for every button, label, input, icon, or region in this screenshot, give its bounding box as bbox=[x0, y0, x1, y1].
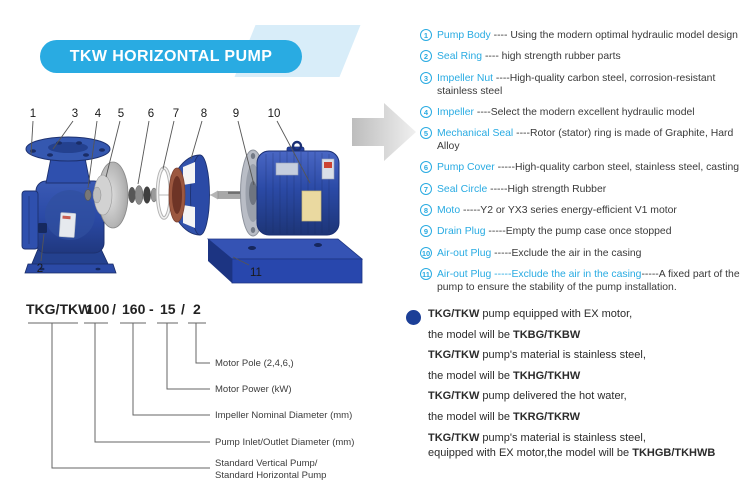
part-description: -----Exclude the air in the casing bbox=[491, 247, 642, 259]
callout-3: 3 bbox=[71, 108, 79, 120]
list-item bbox=[420, 225, 756, 238]
part-description: ---- high strength rubber parts bbox=[482, 51, 621, 63]
part-description: -----A fixed part of the pump to ensure the stability of the pump installation. bbox=[437, 268, 740, 293]
model-segment: - bbox=[149, 301, 154, 317]
callout-10: 10 bbox=[267, 108, 281, 120]
seal-circle-illustration bbox=[158, 168, 171, 218]
pump-cover-illustration bbox=[169, 155, 210, 235]
callout-4: 4 bbox=[94, 108, 102, 120]
breakdown-label: Pump Inlet/Outlet Diameter (mm) bbox=[215, 437, 355, 448]
model-segment: 15 bbox=[160, 301, 176, 317]
part-name: Air-out Plug -----Exclude the air in the casing bbox=[437, 268, 642, 280]
model-segment: 100 bbox=[86, 301, 110, 317]
callout-6: 6 bbox=[147, 108, 155, 120]
list-item bbox=[420, 268, 756, 294]
callout-1: 1 bbox=[29, 108, 37, 120]
callout-11: 11 bbox=[250, 267, 262, 279]
motor-label bbox=[302, 191, 321, 221]
model-segment: 160 bbox=[122, 301, 146, 317]
list-item bbox=[420, 72, 756, 98]
circled-number: 7 bbox=[420, 183, 432, 195]
mechanical-seal-illustration bbox=[128, 186, 157, 205]
part-name: Pump Body bbox=[437, 30, 491, 41]
variant-line: TKG/TKW pump's material is stainless steel, bbox=[428, 431, 646, 444]
circled-number: 5 bbox=[420, 127, 432, 139]
list-item bbox=[420, 29, 756, 42]
callout-9: 9 bbox=[232, 108, 240, 120]
impeller-nut-illustration bbox=[85, 190, 91, 201]
model-segment: 2 bbox=[193, 301, 201, 317]
circled-number: 8 bbox=[420, 204, 432, 216]
circled-number: 10 bbox=[421, 248, 431, 258]
exploded-pump-diagram bbox=[0, 93, 430, 298]
variant-line: TKG/TKW pump delivered the hot water, bbox=[428, 390, 627, 403]
right-arrow-icon bbox=[352, 103, 416, 161]
list-item bbox=[420, 183, 756, 196]
list-item bbox=[420, 50, 756, 63]
part-description: -----High-quality carbon steel, stainless steel, casting bbox=[494, 162, 740, 174]
page-title: TKW HORIZONTAL PUMP bbox=[69, 47, 273, 65]
list-item bbox=[420, 127, 756, 153]
model-segment: TKG/TKW bbox=[26, 301, 92, 317]
drain-plug bbox=[38, 223, 47, 233]
circled-number: 11 bbox=[420, 268, 432, 280]
part-name: Impeller bbox=[437, 106, 474, 118]
breakdown-label: Motor Pole (2,4,6,) bbox=[215, 358, 294, 369]
part-name: Drain Plug bbox=[437, 226, 486, 238]
list-item bbox=[420, 204, 756, 217]
part-name: Moto bbox=[437, 205, 461, 217]
circled-number: 1 bbox=[420, 29, 432, 41]
list-item bbox=[420, 106, 756, 119]
parts-list bbox=[420, 29, 756, 302]
breakdown-label: Motor Power (kW) bbox=[215, 384, 292, 395]
bullet-circle-icon bbox=[406, 310, 421, 325]
breakdown-label: Standard Horizontal Pump bbox=[215, 470, 327, 481]
part-description: ---- Using the modern optimal hydraulic model design bbox=[490, 30, 738, 41]
base-plate-illustration bbox=[208, 239, 362, 283]
part-description: ----High-quality carbon steel, corrosion-resistant stainless steel bbox=[437, 72, 716, 97]
motor-illustration bbox=[210, 142, 339, 236]
part-name: Seal Ring bbox=[437, 51, 483, 63]
circled-number: 4 bbox=[420, 106, 432, 118]
variant-line: the model will be TKHG/TKHW bbox=[428, 369, 581, 382]
model-code-breakdown bbox=[0, 290, 420, 500]
circled-number: 3 bbox=[420, 72, 432, 84]
part-description: -----Empty the pump case once stopped bbox=[485, 226, 672, 238]
callout-5: 5 bbox=[117, 108, 125, 120]
callout-8: 8 bbox=[200, 108, 208, 120]
part-name: Seal Circle bbox=[437, 183, 488, 195]
part-description: -----Y2 or YX3 series energy-efficient V1 motor bbox=[460, 205, 677, 217]
circled-number: 9 bbox=[420, 225, 432, 237]
circled-number: 6 bbox=[420, 161, 432, 173]
variant-line: equipped with EX motor,the model will be TKHGB/TKHWB bbox=[428, 446, 716, 459]
model-segment: / bbox=[112, 301, 116, 317]
part-description: ----Rotor (stator) ring is made of Graphite, Hard Alloy bbox=[437, 128, 734, 153]
variant-models-block bbox=[428, 308, 756, 467]
part-name: Impeller Nut bbox=[437, 72, 494, 84]
circled-number: 2 bbox=[420, 50, 432, 62]
part-description: ----Select the modern excellent hydraulic model bbox=[473, 106, 695, 118]
breakdown-lines bbox=[28, 323, 210, 468]
part-name: Mechanical Seal bbox=[437, 128, 514, 140]
part-name: Pump Cover bbox=[437, 162, 495, 174]
breakdown-label: Standard Vertical Pump/ bbox=[215, 458, 318, 469]
callout-7: 7 bbox=[172, 108, 180, 120]
variant-line: TKG/TKW pump's material is stainless steel, bbox=[428, 349, 646, 362]
part-name: Air-out Plug bbox=[437, 247, 492, 259]
model-segment: / bbox=[181, 301, 185, 317]
breakdown-label: Impeller Nominal Diameter (mm) bbox=[215, 410, 353, 421]
list-item bbox=[420, 161, 756, 174]
callout-2: 2 bbox=[36, 263, 44, 275]
variant-line: the model will be TKRG/TKRW bbox=[428, 410, 581, 423]
variant-line: the model will be TKBG/TKBW bbox=[428, 328, 581, 341]
list-item bbox=[420, 247, 756, 260]
title-banner bbox=[40, 40, 302, 73]
variant-line: TKG/TKW pump equipped with EX motor, bbox=[428, 308, 633, 320]
part-description: -----High strength Rubber bbox=[487, 183, 607, 195]
